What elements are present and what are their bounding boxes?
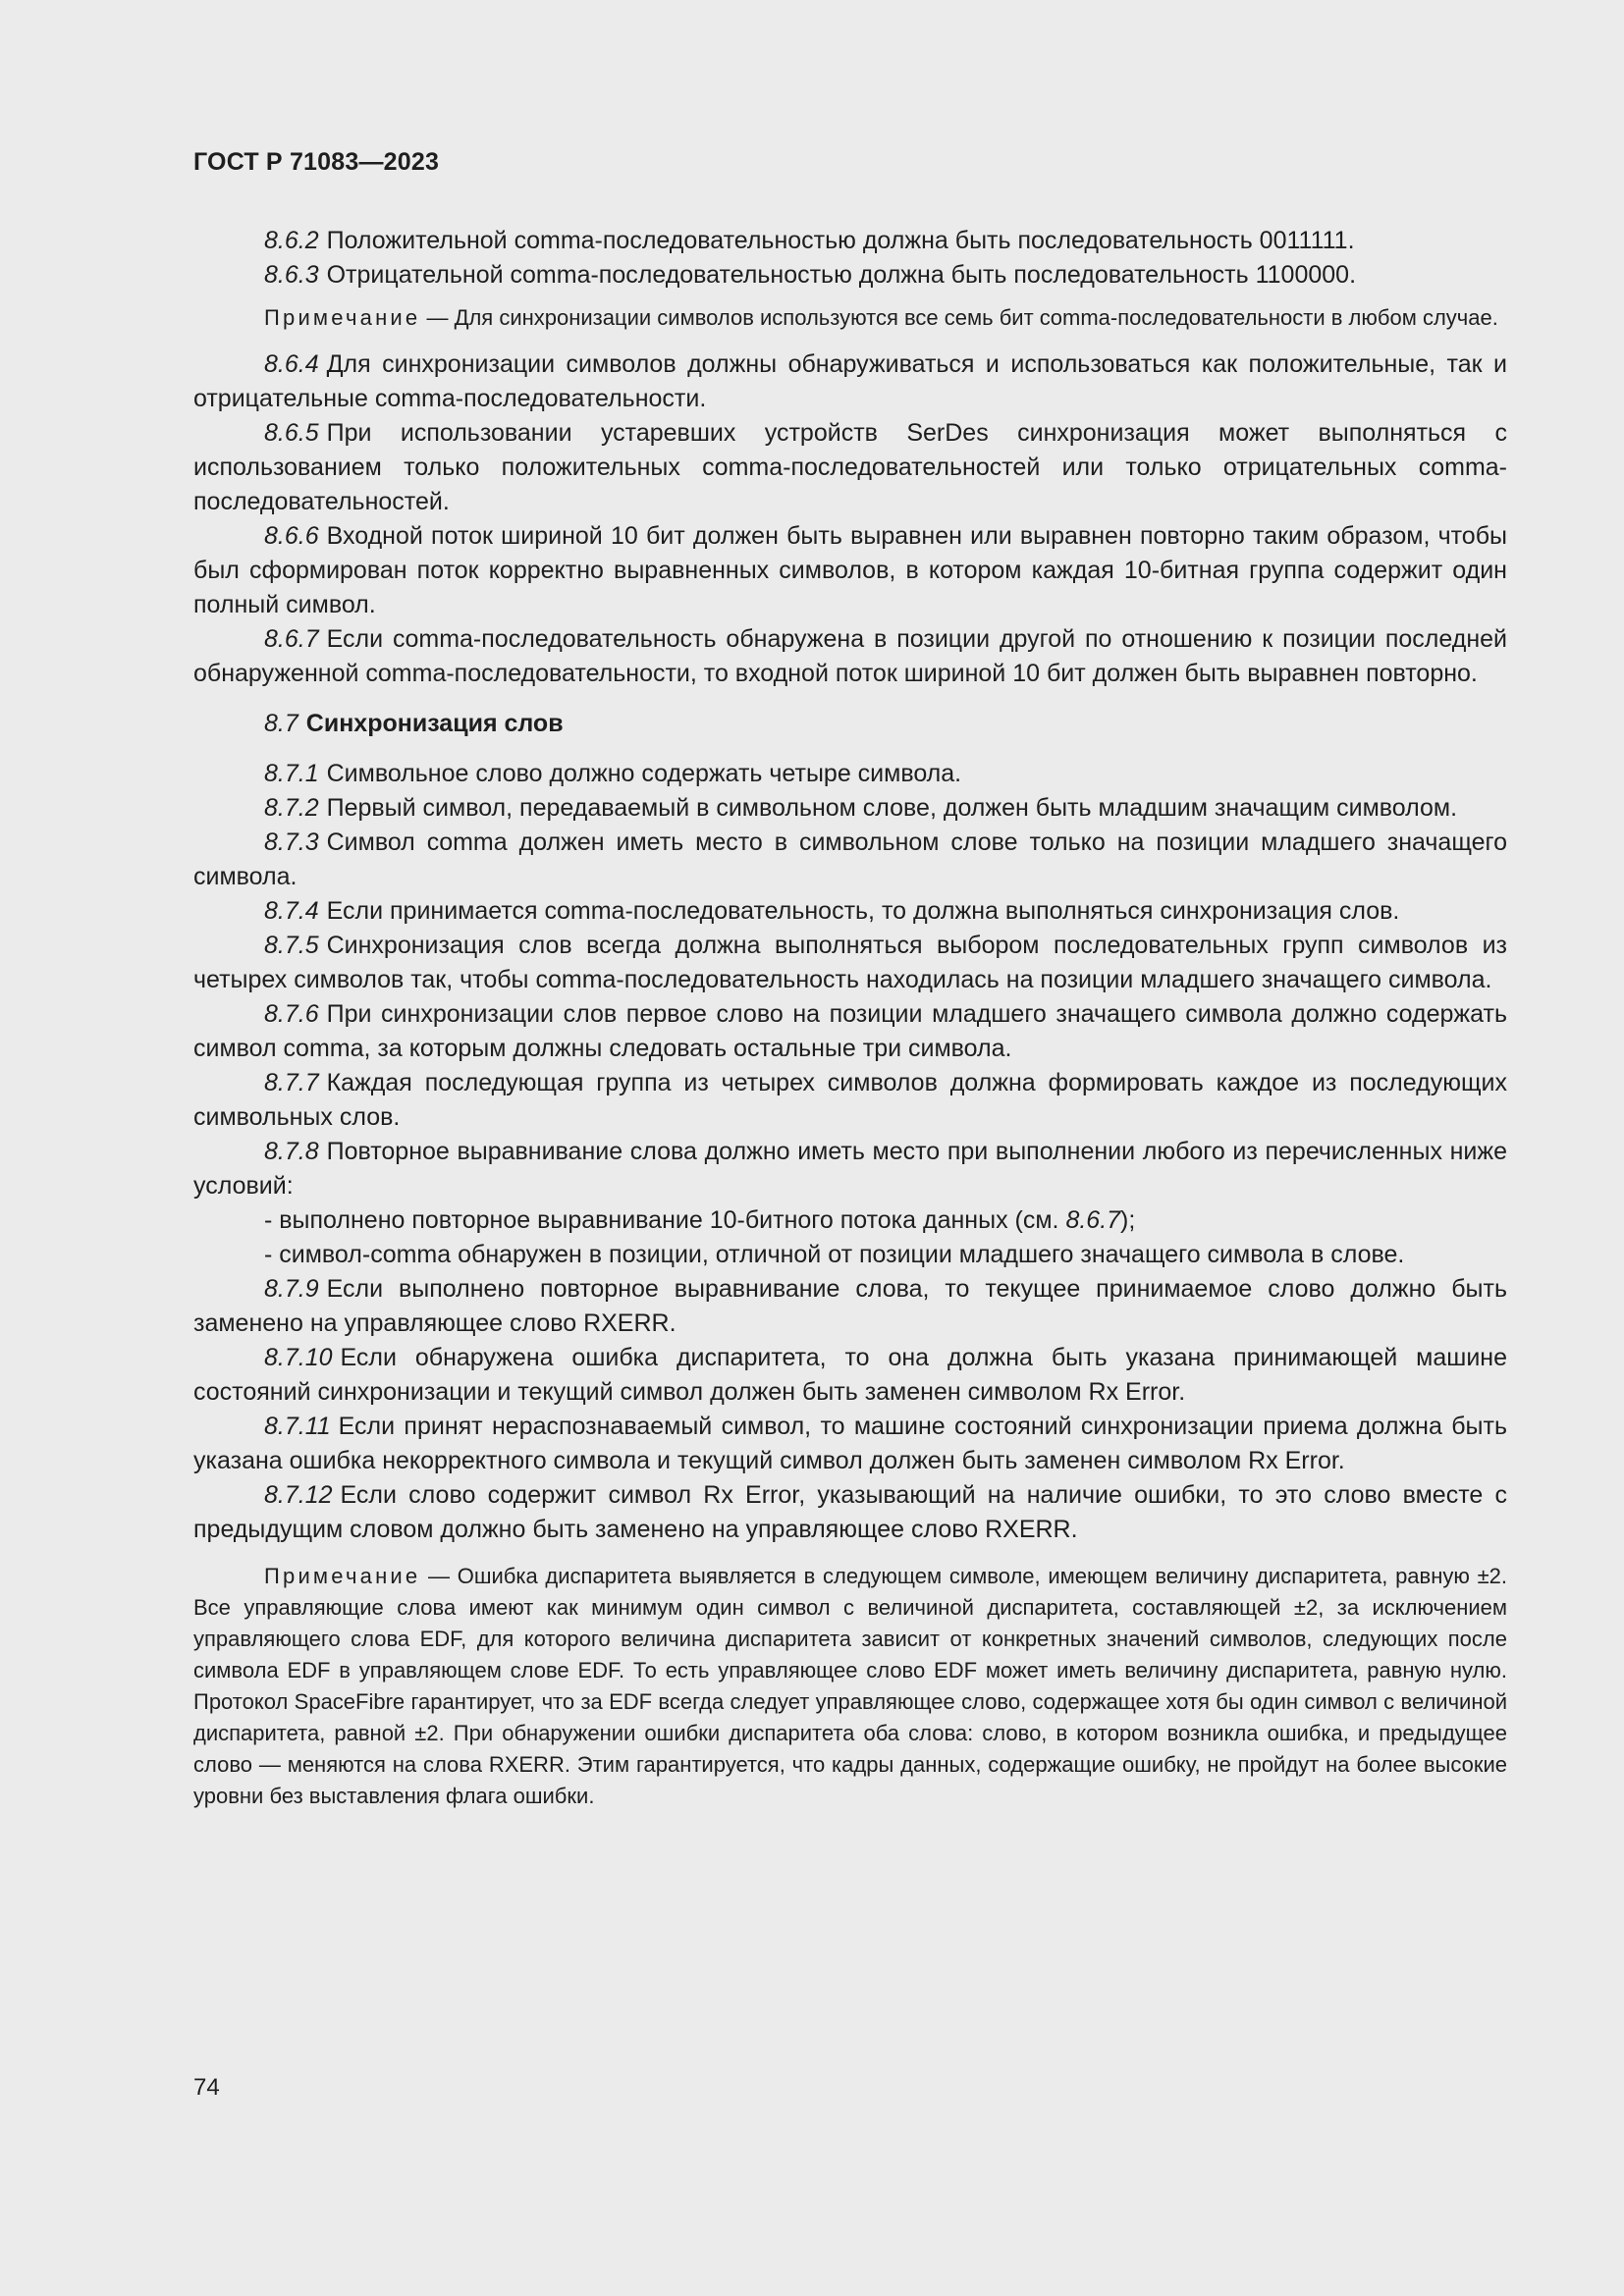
note-label: Примечание (264, 305, 421, 330)
clause-number: 8.6.5 (264, 419, 319, 447)
note-text: — Для синхронизации символов используются все семь бит comma-последовательности в любом случае. (420, 305, 1498, 330)
list-item (193, 1203, 1507, 1238)
clause-text: Входной поток шириной 10 бит должен быть выравнен или выравнен повторно таким образом, чтобы был сформирован поток корректно выравненных символов, в котором каждая 10-битная группа содержит один полный символ. (193, 522, 1507, 618)
clause-8-7-4 (193, 894, 1507, 929)
clause-text: Для синхронизации символов должны обнаруживаться и использоваться как положительные, так и отрицательные comma-последовательности. (193, 350, 1507, 412)
clause-text: Если принят нераспознаваемый символ, то машине состояний синхронизации приема должна быть указана ошибка некорректного символа и текущий символ должен быть заменен символом Rx Error. (193, 1413, 1507, 1474)
clause-8-7-11 (193, 1410, 1507, 1478)
clause-text: При синхронизации слов первое слово на позиции младшего значащего символа должно содержать символ comma, за которым должны следовать остальные три символа. (193, 1000, 1507, 1062)
clause-8-7-6 (193, 997, 1507, 1066)
clause-number: 8.7.7 (264, 1069, 319, 1096)
clause-8-6-4 (193, 347, 1507, 416)
clause-number: 8.7.10 (264, 1344, 333, 1371)
clause-text: Если принимается comma-последовательность, то должна выполняться синхронизация слов. (326, 897, 1400, 925)
clause-8-6-6 (193, 519, 1507, 622)
clause-number: 8.6.2 (264, 227, 319, 254)
clause-number: 8.7.6 (264, 1000, 319, 1028)
clause-8-7-2 (193, 791, 1507, 826)
clause-text: Первый символ, передаваемый в символьном слове, должен быть младшим значащим символом. (326, 794, 1458, 822)
clause-text: Символ comma должен иметь место в символьном слове только на позиции младшего значащего символа. (193, 828, 1507, 890)
note-label: Примечание (264, 1564, 421, 1588)
section-number: 8.7 (264, 710, 298, 737)
clause-8-7-7 (193, 1066, 1507, 1135)
clause-number: 8.7.3 (264, 828, 319, 856)
clause-text: Если слово содержит символ Rx Error, указывающий на наличие ошибки, то это слово вместе с предыдущим словом должно быть заменено на управляющее слово RXERR. (193, 1481, 1507, 1543)
clause-number: 8.6.7 (264, 625, 319, 653)
clause-8-6-7 (193, 622, 1507, 691)
clause-number: 8.7.8 (264, 1138, 319, 1165)
clause-text: Каждая последующая группа из четырех символов должна формировать каждое из последующих символьных слов. (193, 1069, 1507, 1131)
clause-text: Синхронизация слов всегда должна выполняться выбором последовательных групп символов из четырех символов так, чтобы comma-последовательность находилась на позиции младшего значащего символа. (193, 932, 1507, 993)
clause-text: Если comma-последовательность обнаружена в позиции другой по отношению к позиции последней обнаруженной comma-последовательности, то входной поток шириной 10 бит должен быть выравнен повторно. (193, 625, 1507, 687)
clause-number: 8.7.2 (264, 794, 319, 822)
clause-8-6-3 (193, 258, 1507, 293)
clause-8-7-8 (193, 1135, 1507, 1203)
list-item-text: - символ-comma обнаружен в позиции, отличной от позиции младшего значащего символа в слове. (264, 1241, 1405, 1268)
clause-text: При использовании устаревших устройств SerDes синхронизация может выполняться с использованием только положительных comma-последовательностей или только отрицательных comma-последовательностей. (193, 419, 1507, 515)
section-heading-8-7 (193, 707, 1507, 741)
section-title: Синхронизация слов (305, 710, 564, 737)
clause-8-6-5 (193, 416, 1507, 519)
clause-number: 8.7.4 (264, 897, 319, 925)
clause-number: 8.6.4 (264, 350, 319, 378)
clause-number: 8.7.12 (264, 1481, 333, 1509)
clause-8-7-5 (193, 929, 1507, 997)
document-body (193, 224, 1507, 1812)
clause-8-7-9 (193, 1272, 1507, 1341)
clause-number: 8.7.9 (264, 1275, 319, 1303)
clause-number: 8.7.11 (264, 1413, 331, 1440)
list-item-text: - выполнено повторное выравнивание 10-битного потока данных (см. (264, 1206, 1066, 1234)
note-text: — Ошибка диспаритета выявляется в следующем символе, имеющем величину диспаритета, равную ±2. Все управляющие слова имеют как минимум один символ с величиной диспаритета, составляющей ±2, за исключением управляющего слова EDF, для которого величина диспаритета зависит от конкретных значений символов, следующих после символа EDF в управляющем слове EDF. То есть управляющее слово EDF может иметь величину диспаритета, равную нулю. Протокол SpaceFibre гарантирует, что за EDF всегда следует управляющее слово, содержащее хотя бы один символ с величиной диспаритета, равной ±2. При обнаружении ошибки диспаритета оба слова: слово, в котором возникла ошибка, и предыдущее слово — меняются на слова RXERR. Этим гарантируется, что кадры данных, содержащие ошибку, не пройдут на более высокие уровни без выставления флага ошибки. (193, 1564, 1507, 1808)
clause-number: 8.6.3 (264, 261, 319, 289)
list-item-end: ); (1120, 1206, 1136, 1234)
clause-text: Повторное выравнивание слова должно иметь место при выполнении любого из перечисленных ниже условий: (193, 1138, 1507, 1200)
note-1 (193, 302, 1507, 334)
clause-8-7-3 (193, 826, 1507, 894)
clause-number: 8.7.5 (264, 932, 319, 959)
clause-text: Символьное слово должно содержать четыре символа. (326, 760, 962, 787)
clause-number: 8.6.6 (264, 522, 319, 550)
note-2 (193, 1561, 1507, 1812)
clause-8-7-1 (193, 757, 1507, 791)
clause-text: Положительной comma-последовательностью должна быть последовательность 0011111. (326, 227, 1355, 254)
cross-reference: 8.6.7 (1065, 1206, 1121, 1234)
clause-text: Если выполнено повторное выравнивание слова, то текущее принимаемое слово должно быть заменено на управляющее слово RXERR. (193, 1275, 1507, 1337)
clause-text: Если обнаружена ошибка диспаритета, то она должна быть указана принимающей машине состояний синхронизации и текущий символ должен быть заменен символом Rx Error. (193, 1344, 1507, 1406)
clause-number: 8.7.1 (264, 760, 319, 787)
document-header: ГОСТ Р 71083—2023 (193, 148, 440, 176)
clause-8-6-2 (193, 224, 1507, 258)
clause-8-7-12 (193, 1478, 1507, 1547)
page-number: 74 (193, 2074, 220, 2101)
clause-text: Отрицательной comma-последовательностью должна быть последовательность 1100000. (326, 261, 1357, 289)
clause-8-7-10 (193, 1341, 1507, 1410)
list-item (193, 1238, 1507, 1272)
